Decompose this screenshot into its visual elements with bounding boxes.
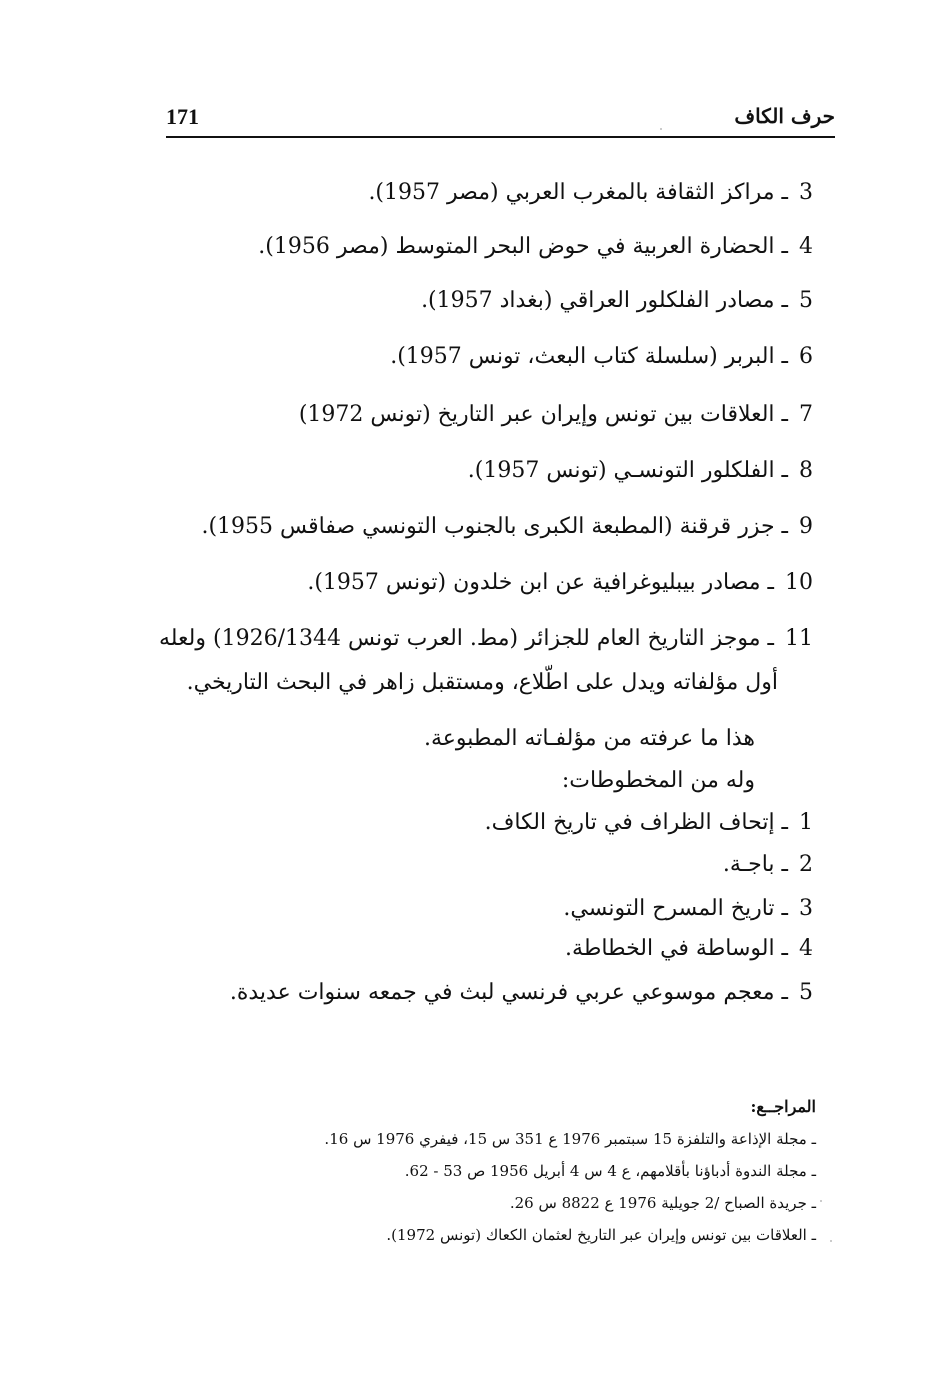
item-text-line-2: أول مؤلفاته ويدل على اطّلاع، ومستقبل زاهر في البحث التاريخي.: [186, 670, 778, 695]
item-text: ـ تاريخ المسرح التونسي.: [563, 896, 788, 921]
work-item: [368, 178, 813, 208]
reference-item: ـ مجلة الإذاعة والتلفزة 15 سبتمبر 1976 ع 351 س 15، فيفري 1976 س 16.: [324, 1130, 816, 1148]
item-number: 6: [799, 344, 813, 369]
work-item-continuation: [187, 668, 778, 698]
item-number: 1: [799, 810, 813, 835]
references-heading: المراجــع:: [750, 1097, 816, 1116]
item-text: ـ جزر قرقنة (المطبعة الكبرى بالجنوب التونسي صفاقس 1955).: [201, 514, 788, 539]
reference-item: ـ مجلة الندوة أدباؤنا بأقلامهم، ع 4 س 4 أبريل 1956 ص 53 - 62.: [404, 1162, 816, 1180]
item-text: ـ الوساطة في الخطاطة.: [565, 936, 788, 961]
manuscript-item: [485, 808, 813, 838]
item-text: ـ مراكز الثقافة بالمغرب العربي (مصر 1957).: [368, 180, 788, 205]
work-item: [201, 512, 813, 542]
item-number: 2: [799, 852, 813, 877]
item-number: 3: [799, 180, 813, 205]
work-item: [299, 400, 813, 430]
item-text: ـ الحضارة العربية في حوض البحر المتوسط (مصر 1956).: [258, 234, 788, 259]
scan-speck: [660, 128, 662, 130]
item-number: 4: [799, 234, 813, 259]
work-item: [421, 286, 813, 316]
reference-item: ـ جريدة الصباح /2 جويلية 1976 ع 8822 س 26.: [509, 1194, 816, 1212]
printed-works-note: هذا ما عرفته من مؤلفـاته المطبوعة.: [423, 726, 755, 751]
manuscript-item: [563, 894, 813, 924]
item-number: 5: [799, 288, 813, 313]
reference-item: ـ العلاقات بين تونس وإيران عبر التاريخ لعثمان الكعاك (تونس 1972).: [386, 1226, 816, 1244]
item-number: 10: [785, 570, 813, 595]
item-text: ـ مصادر بيبليوغرافية عن ابن خلدون (تونس 1957).: [307, 570, 774, 595]
work-item: [307, 568, 813, 598]
work-item: [258, 232, 813, 262]
manuscript-item: [230, 978, 813, 1008]
work-item: [390, 342, 813, 372]
item-text: ـ الفلكلور التونسـي (تونس 1957).: [467, 458, 788, 483]
running-header-title: حرف الكاف: [734, 104, 835, 128]
item-text: ـ إتحاف الظراف في تاريخ الكاف.: [484, 810, 788, 835]
work-item: [468, 456, 813, 486]
item-text-line-1: ـ موجز التاريخ العام للجزائر (مط. العرب تونس 1926/1344) ولعله: [158, 626, 774, 651]
scan-speck: [820, 1200, 822, 1202]
manuscript-item: [723, 850, 813, 880]
work-item-long: [159, 624, 813, 654]
item-text: ـ معجم موسوعي عربي فرنسي لبث في جمعه سنوات عديدة.: [229, 980, 788, 1005]
scan-speck: [830, 1240, 832, 1242]
item-text: ـ باجـة.: [722, 852, 788, 877]
item-number: 8: [799, 458, 813, 483]
item-text: ـ مصادر الفلكلور العراقي (بغداد 1957).: [421, 288, 788, 313]
manuscripts-intro: وله من المخطوطات:: [561, 768, 755, 793]
item-number: 7: [799, 402, 813, 427]
manuscript-item: [565, 934, 813, 964]
item-text: ـ البربر (سلسلة كتاب البعث، تونس 1957).: [390, 344, 788, 369]
header-rule: [166, 136, 835, 138]
page-number: 171: [166, 104, 199, 129]
item-number: 11: [785, 626, 813, 651]
item-number: 4: [799, 936, 813, 961]
item-text: ـ العلاقات بين تونس وإيران عبر التاريخ (تونس 1972): [298, 402, 788, 427]
item-number: 9: [799, 514, 813, 539]
item-number: 3: [799, 896, 813, 921]
item-number: 5: [799, 980, 813, 1005]
